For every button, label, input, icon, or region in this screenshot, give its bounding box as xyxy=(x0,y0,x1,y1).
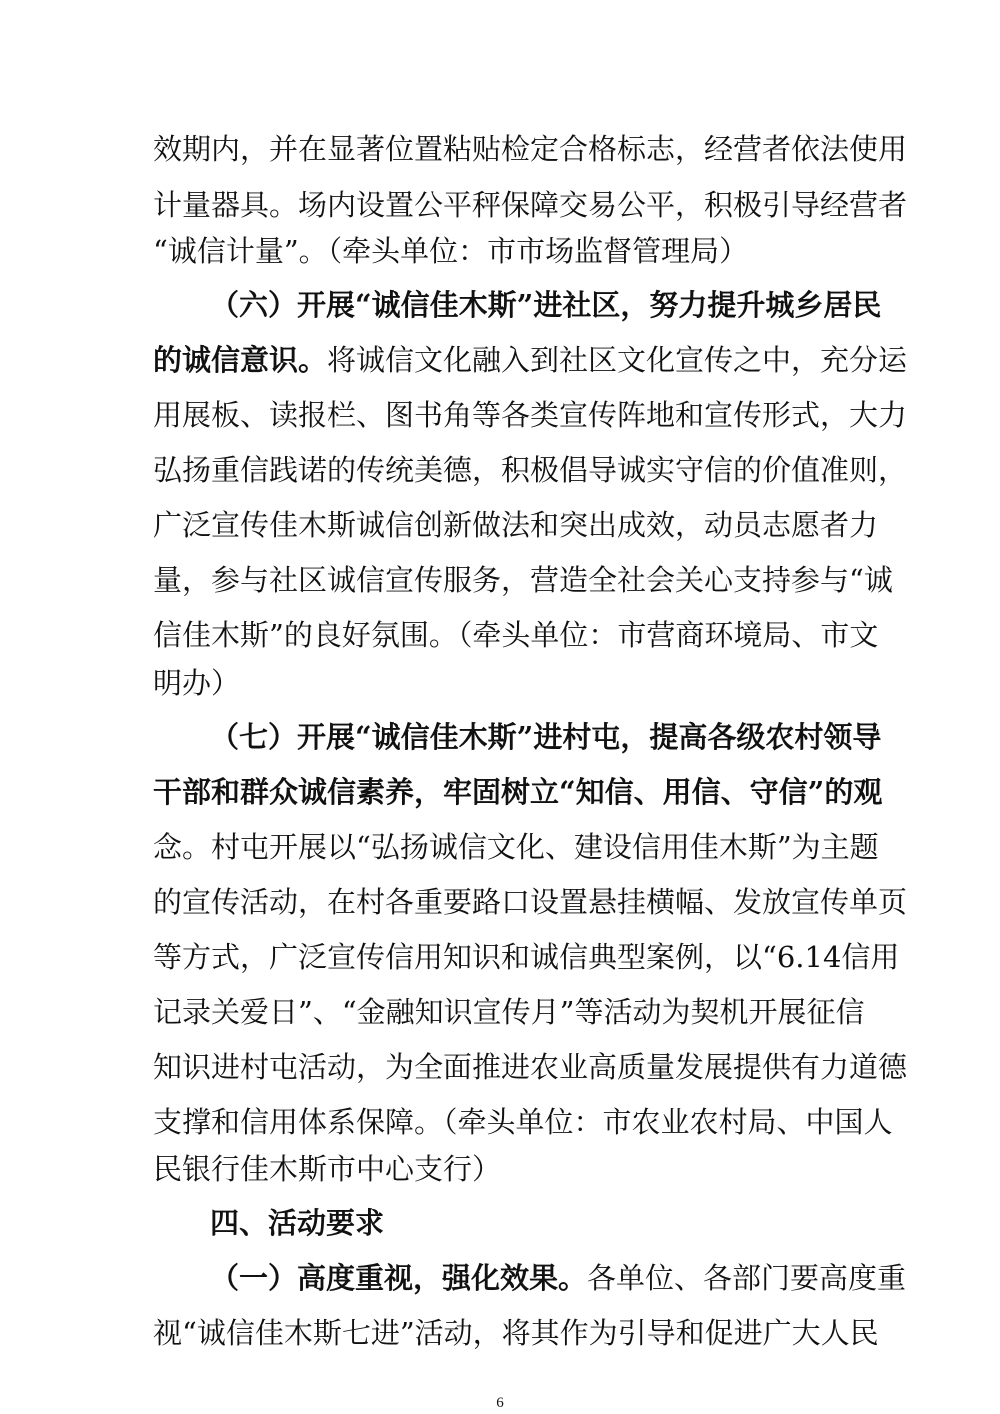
section-heading: 四、活动要求 xyxy=(210,1206,385,1240)
text-line: 弘扬重信践诺的传统美德，积极倡导诚实守信的价值准则， xyxy=(153,453,908,487)
text-line: 知识进村屯活动，为全面推进农业高质量发展提供有力道德 xyxy=(153,1050,908,1084)
subsection-heading-7-cont: 干部和群众诚信素养，牢固树立“知信、用信、守信”的观 xyxy=(153,775,883,809)
text-line: 信佳木斯”的良好氛围。（牵头单位：市营商环境局、市文 xyxy=(153,618,879,652)
subsection-heading-6: （六）开展“诚信佳木斯”进社区，努力提升城乡居民 xyxy=(210,288,882,322)
text-span: 将诚信文化融入到社区文化宣传之中，充分运 xyxy=(327,343,908,377)
text-line: 记录关爱日”、“金融知识宣传月”等活动为契机开展征信 xyxy=(153,995,865,1029)
item-1-heading: （一）高度重视，强化效果。 xyxy=(210,1261,588,1295)
subsection-heading-6-cont: 的诚信意识。 xyxy=(153,343,328,377)
text-line: 等方式，广泛宣传信用知识和诚信典型案例，以“6.14信用 xyxy=(153,940,900,974)
text-span: 各单位、各部门要高度重 xyxy=(587,1261,907,1295)
text-line: 用展板、读报栏、图书角等各类宣传阵地和宣传形式，大力 xyxy=(153,398,908,432)
text-line: 视“诚信佳木斯七进”活动，将其作为引导和促进广大人民 xyxy=(153,1316,879,1350)
text-line: 的宣传活动，在村各重要路口设置悬挂横幅、发放宣传单页 xyxy=(153,885,908,919)
text-line xyxy=(153,343,908,378)
text-line: 效期内，并在显著位置粘贴检定合格标志，经营者依法使用 xyxy=(153,132,908,166)
text-line: 支撑和信用体系保障。（牵头单位：市农业农村局、中国人 xyxy=(153,1105,893,1139)
text-line: 量，参与社区诚信宣传服务，营造全社会关心支持参与“诚 xyxy=(153,563,893,597)
text-line: 计量器具。场内设置公平秤保障交易公平，积极引导经营者 xyxy=(153,188,908,222)
text-line: 明办） xyxy=(153,666,241,700)
text-line: 广泛宣传佳木斯诚信创新做法和突出成效，动员志愿者力 xyxy=(153,508,879,542)
text-line: 民银行佳木斯市中心支行） xyxy=(153,1152,502,1186)
page-number: 6 xyxy=(496,1395,504,1411)
subsection-heading-7: （七）开展“诚信佳木斯”进村屯，提高各级农村领导 xyxy=(210,720,882,754)
text-line: “诚信计量”。（牵头单位：市市场监督管理局） xyxy=(153,234,749,268)
text-line: 念。村屯开展以“弘扬诚信文化、建设信用佳木斯”为主题 xyxy=(153,830,879,864)
text-line xyxy=(210,1261,907,1296)
